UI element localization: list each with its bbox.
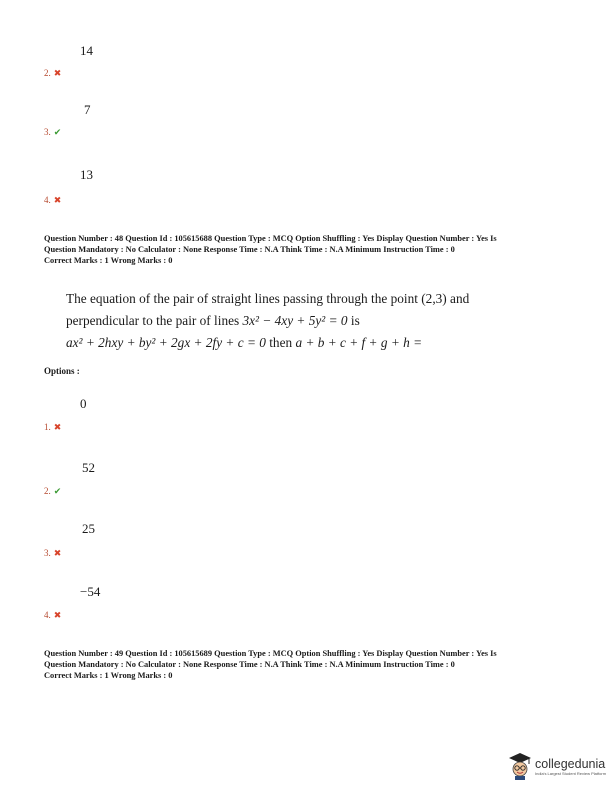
question-text-line [66,332,566,354]
graduate-mascot-icon [508,752,532,780]
collegedunia-logo [508,752,606,780]
option-number-row [44,417,61,435]
option-value: 25 [82,521,95,536]
equation: 3x² − 4xy + 5y² = 0 [242,313,348,328]
wrong-mark-icon: ✖ [53,549,62,559]
logo-name: collegedunia [535,756,606,771]
option-value: −54 [80,584,101,599]
option-number: 4. [44,610,51,620]
option-number: 4. [44,195,51,205]
option-number-row [44,190,61,208]
expression: a + b + c + f + g + h = [295,335,423,350]
question-text-fragment: perpendicular to the pair of lines [66,313,240,328]
question-meta-line: Correct Marks : 1 Wrong Marks : 0 [44,671,173,680]
option-value: 7 [84,102,91,117]
question-text-line: The equation of the pair of straight lines passing through the point (2,3) and [66,291,470,306]
option-number-row [44,63,61,81]
question-meta-line: Question Mandatory : No Calculator : None Response Time : N.A Think Time : N.A Minimum Instruction Time : 0 [44,660,455,669]
option-number: 2. [44,68,51,78]
option-number: 1. [44,422,51,432]
option-value: 13 [80,167,93,182]
question-meta [44,648,497,681]
question-text-line [66,310,566,332]
option-number-row [44,543,61,561]
option-number-row [44,605,61,623]
wrong-mark-icon: ✖ [53,611,62,621]
correct-mark-icon: ✔ [53,487,62,497]
option-number: 2. [44,486,51,496]
question-text-fragment: then [269,335,293,350]
option-number: 3. [44,127,51,137]
wrong-mark-icon: ✖ [53,69,62,79]
wrong-mark-icon: ✖ [53,423,62,433]
logo-tagline: India's Largest Student Review Platform [535,770,607,776]
question-text-fragment: is [350,313,360,328]
question-meta-line: Question Number : 48 Question Id : 105615688 Question Type : MCQ Option Shuffling : Yes Display Question Number : Yes Is [44,234,497,243]
option-number-row [44,122,61,140]
option-value: 0 [80,396,87,411]
question-meta-line: Question Mandatory : No Calculator : None Response Time : N.A Think Time : N.A Minimum Instruction Time : 0 [44,245,455,254]
question-meta-line: Question Number : 49 Question Id : 105615689 Question Type : MCQ Option Shuffling : Yes Display Question Number : Yes Is [44,649,497,658]
correct-mark-icon: ✔ [53,128,62,138]
question-text [66,288,566,354]
question-meta-line: Correct Marks : 1 Wrong Marks : 0 [44,256,173,265]
options-label: Options : [44,366,80,376]
wrong-mark-icon: ✖ [53,196,62,206]
option-number: 3. [44,548,51,558]
option-value: 14 [80,43,93,58]
option-number-row [44,481,61,499]
question-meta [44,233,497,266]
option-value: 52 [82,460,95,475]
equation: ax² + 2hxy + by² + 2gx + 2fy + c = 0 [66,335,266,350]
